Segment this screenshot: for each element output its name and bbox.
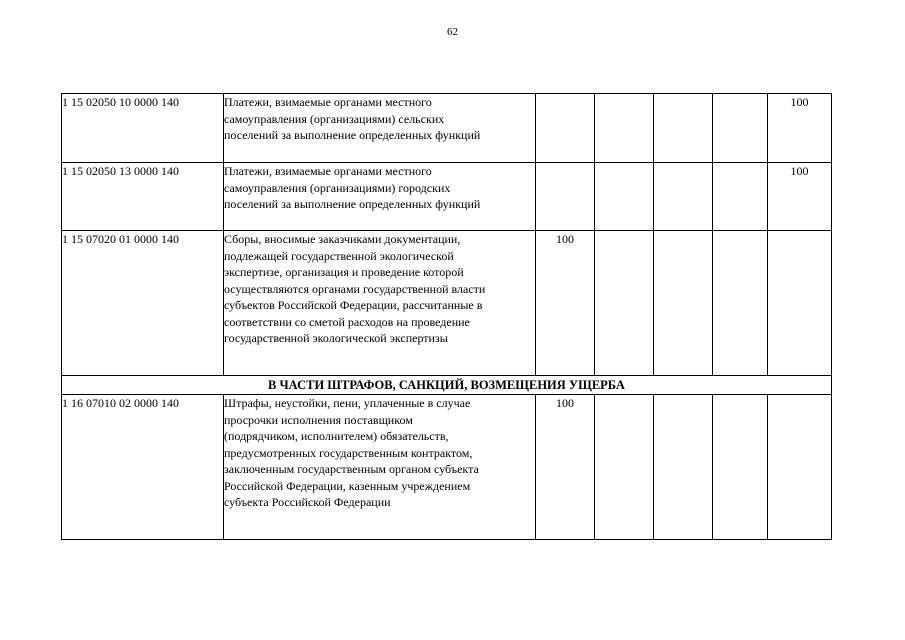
description-line: субъекта Российской Федерации: [224, 495, 391, 509]
value-cell-1: [536, 94, 595, 163]
budget-code-cell: 1 15 07020 01 0000 140: [62, 231, 224, 376]
section-header: В ЧАСТИ ШТРАФОВ, САНКЦИЙ, ВОЗМЕЩЕНИЯ УЩЕРБА: [62, 376, 832, 395]
value-cell-3: [654, 163, 713, 231]
description-line: поселений за выполнение определенных функций: [224, 128, 481, 142]
budget-code-cell: 1 15 02050 13 0000 140: [62, 163, 224, 231]
value-cell-4: [713, 395, 768, 540]
description-line: осуществляются органами государственной власти: [224, 281, 486, 296]
value-cell-2: [595, 163, 654, 231]
value-cell-2: [595, 94, 654, 163]
description-cell: [224, 163, 536, 231]
value-cell-4: [713, 231, 768, 376]
page-number: 62: [447, 26, 458, 38]
description-line: Российской Федерации, казенным учреждением: [224, 478, 471, 493]
description-line: соответствии со сметой расходов на проведение: [224, 314, 470, 329]
table-row: [62, 231, 832, 376]
value-cell-1: 100: [536, 395, 595, 540]
value-cell-4: [713, 163, 768, 231]
value-cell-5: [768, 395, 832, 540]
budget-code-cell: 1 15 02050 10 0000 140: [62, 94, 224, 163]
description-cell: [224, 231, 536, 376]
value-cell-5: [768, 231, 832, 376]
description-line: (подрядчиком, исполнителем) обязательств,: [224, 429, 449, 443]
description-line: подлежащей государственной экологической: [224, 248, 454, 263]
description-line: субъектов Российской Федерации, рассчитанные в: [224, 298, 483, 312]
description-line: государственной экологической экспертизы: [224, 331, 448, 345]
value-cell-5: 100: [768, 94, 832, 163]
description-line: Платежи, взимаемые органами местного: [224, 164, 432, 178]
value-cell-5: 100: [768, 163, 832, 231]
description-line: предусмотренных государственным контрактом,: [224, 445, 473, 460]
description-line: поселений за выполнение определенных функций: [224, 197, 481, 211]
description-line: Штрафы, неустойки, пени, уплаченные в случае: [224, 396, 471, 410]
value-cell-3: [654, 231, 713, 376]
description-cell: [224, 94, 536, 163]
value-cell-3: [654, 395, 713, 540]
description-line: Сборы, вносимые заказчиками документации,: [224, 232, 461, 246]
description-cell: [224, 395, 536, 540]
value-cell-2: [595, 231, 654, 376]
description-line: просрочки исполнения поставщиком: [224, 412, 413, 427]
value-cell-3: [654, 94, 713, 163]
description-line: экспертизе, организация и проведение которой: [224, 265, 464, 279]
budget-code-cell: 1 16 07010 02 0000 140: [62, 395, 224, 540]
table-row: [62, 163, 832, 231]
value-cell-1: [536, 163, 595, 231]
description-line: заключенным государственным органом субъекта: [224, 462, 479, 476]
section-header-row: [62, 376, 832, 395]
budget-table: [61, 93, 832, 540]
table-row: [62, 94, 832, 163]
value-cell-4: [713, 94, 768, 163]
value-cell-1: 100: [536, 231, 595, 376]
table-row: [62, 395, 832, 540]
description-line: самоуправления (организациями) сельских: [224, 111, 445, 126]
description-line: самоуправления (организациями) городских: [224, 180, 451, 195]
value-cell-2: [595, 395, 654, 540]
description-line: Платежи, взимаемые органами местного: [224, 95, 432, 109]
